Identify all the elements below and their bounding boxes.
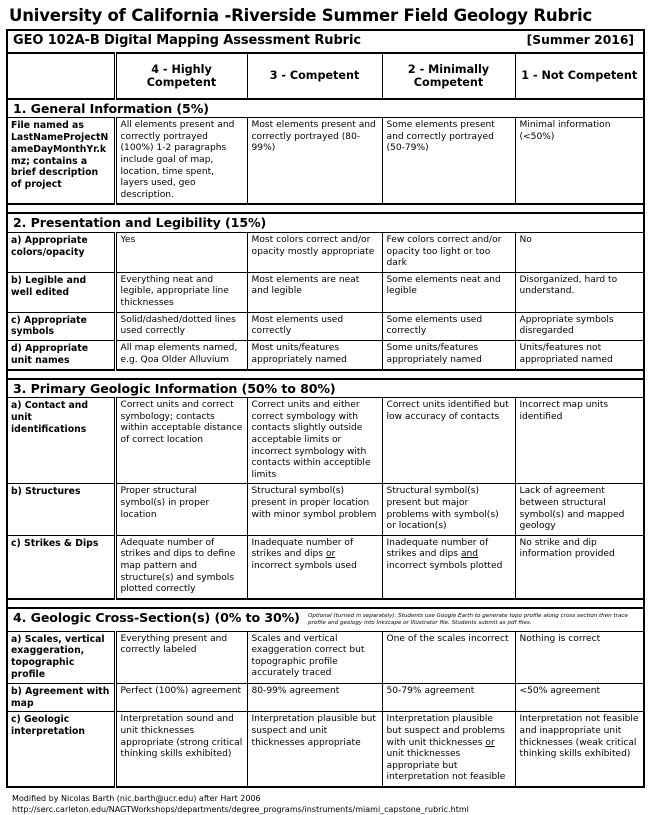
section-spacer [7,599,644,608]
criterion-level-1-cell: Units/features not appropriated named [515,341,644,370]
criterion-level-4-cell: All elements present and correctly portrayed (100%) 1-2 paragraphs include goal of map, location, time spent, layers used, geo description. [115,118,247,205]
criterion-level-4-cell: All map elements named, e.g. Qoa Older Alluvium [115,341,247,370]
course-meta-row [7,30,644,53]
criterion-label: File named as LastNameProjectNameDayMonthYr.kmz; contains a brief description of project [7,118,115,205]
section-header-cell [7,608,644,631]
criterion-level-2-cell: One of the scales incorrect [382,631,515,683]
section-header-row [7,379,644,398]
criterion-level-2-cell: Structural symbol(s) present but major problems with symbol(s) or location(s) [382,484,515,535]
section-header-cell [7,379,644,398]
criterion-level-1-cell: Interpretation not feasible and inappropriate unit thicknesses (weak critical thinking skills exhibited) [515,712,644,787]
criterion-label: b) Structures [7,484,115,535]
section-header-cell [7,99,644,118]
criterion-level-3-cell: 80-99% agreement [247,683,382,712]
criterion-level-4-cell: Solid/dashed/dotted lines used correctly [115,312,247,341]
criterion-level-4-cell: Perfect (100%) agreement [115,683,247,712]
table-row [7,683,644,712]
rubric-body [7,30,644,787]
criterion-level-1-cell: Minimal information (<50%) [515,118,644,205]
section-title: 4. Geologic Cross-Section(s) (0% to 30%) [13,609,300,625]
criterion-label: a) Contact and unit identifications [7,398,115,484]
criterion-level-3-cell: Most elements used correctly [247,312,382,341]
criterion-label: a) Appropriate colors/opacity [7,232,115,272]
criterion-level-3-cell: Most elements present and correctly portrayed (80-99%) [247,118,382,205]
criterion-label: d) Appropriate unit names [7,341,115,370]
page-title: University of California -Riverside Summer Field Geology Rubric [9,6,593,25]
criterion-level-2-cell: Inadequate number of strikes and dips and incorrect symbols plotted [382,535,515,598]
table-row [7,312,644,341]
criterion-level-2-cell: 50-79% agreement [382,683,515,712]
section-header-row [7,99,644,118]
competency-header-row [7,53,644,99]
level-header-2: 2 - Minimally Competent [382,53,515,99]
criterion-level-3-cell: Scales and vertical exaggeration correct but topographic profile accurately traced [247,631,382,683]
criterion-level-1-cell: Appropriate symbols disregarded [515,312,644,341]
footer [12,793,644,815]
table-row [7,118,644,205]
criterion-level-1-cell: <50% agreement [515,683,644,712]
criterion-level-2-cell: Correct units identified but low accuracy of contacts [382,398,515,484]
section-title: 2. Presentation and Legibility (15%) [13,215,267,231]
criterion-level-3-cell: Most units/features appropriately named [247,341,382,370]
rubric-table [6,29,645,788]
table-row [7,272,644,312]
level-header-3: 3 - Competent [247,53,382,99]
criterion-label: b) Legible and well edited [7,272,115,312]
criterion-level-4-cell: Everything neat and legible, appropriate line thicknesses [115,272,247,312]
section-header-cell [7,213,644,232]
criterion-level-4-cell: Adequate number of strikes and dips to define map pattern and structure(s) and symbols plotted correctly [115,535,247,598]
section-title: 3. Primary Geologic Information (50% to 80%) [13,380,336,396]
course-meta-cell [7,30,644,53]
table-row [7,631,644,683]
table-row [7,484,644,535]
criterion-level-3-cell: Most elements are neat and legible [247,272,382,312]
criterion-label: c) Strikes & Dips [7,535,115,598]
criterion-level-3-cell: Most colors correct and/or opacity mostly appropriate [247,232,382,272]
criterion-level-1-cell: No strike and dip information provided [515,535,644,598]
course-title: GEO 102A-B Digital Mapping Assessment Rubric [13,33,361,48]
levels-corner-cell [7,53,115,99]
section-spacer-cell [7,599,644,608]
footer-source-url: http://serc.carleton.edu/NAGTWorkshops/departments/degree_programs/instruments/miami_capstone_rubric.html [12,804,469,814]
footer-attribution: Modified by Nicolas Barth (nic.barth@ucr.edu) after Hart 2006 [12,793,261,803]
section-title: 1. General Information (5%) [13,100,209,116]
criterion-level-3-cell: Correct units and either correct symbology with contacts slightly outside acceptable limits or incorrect symbology with contacts within acceptible limits [247,398,382,484]
criterion-level-1-cell: Disorganized, hard to understand. [515,272,644,312]
criterion-level-2-cell: Some units/features appropriately named [382,341,515,370]
criterion-level-3-cell: Interpretation plausible but suspect and unit thicknesses appropriate [247,712,382,787]
criterion-label: c) Geologic interpretation [7,712,115,787]
criterion-label: b) Agreement with map [7,683,115,712]
criterion-label: c) Appropriate symbols [7,312,115,341]
level-header-1: 1 - Not Competent [515,53,644,99]
table-row [7,398,644,484]
criterion-level-4-cell: Yes [115,232,247,272]
section-spacer-cell [7,204,644,213]
criterion-level-3-cell: Inadequate number of strikes and dips or incorrect symbols used [247,535,382,598]
section-spacer-cell [7,370,644,379]
criterion-level-4-cell: Everything present and correctly labeled [115,631,247,683]
criterion-level-1-cell: Incorrect map units identified [515,398,644,484]
criterion-level-1-cell: No [515,232,644,272]
section-spacer [7,370,644,379]
section-note: Optional (turned in separately). Students use Google Earth to generate topo profile along cross section then trace profile and geology into Inkscape or Illustrator file. Students submit as pdf files. [308,612,628,627]
criterion-level-1-cell: Nothing is correct [515,631,644,683]
term-label: [Summer 2016] [526,33,634,47]
criterion-level-2-cell: Interpretation plausible but suspect and problems with unit thicknesses or unit thicknesses appropriate but interpretation not feasible [382,712,515,787]
criterion-level-2-cell: Few colors correct and/or opacity too light or too dark [382,232,515,272]
level-header-4: 4 - Highly Competent [115,53,247,99]
table-row [7,341,644,370]
criterion-level-2-cell: Some elements present and correctly portrayed (50-79%) [382,118,515,205]
table-row [7,232,644,272]
criterion-level-4-cell: Correct units and correct symbology; contacts within acceptable distance of correct location [115,398,247,484]
criterion-level-4-cell: Interpretation sound and unit thicknesses appropriate (strong critical thinking skills exhibited) [115,712,247,787]
criterion-level-2-cell: Some elements neat and legible [382,272,515,312]
criterion-level-4-cell: Proper structural symbol(s) in proper location [115,484,247,535]
criterion-level-1-cell: Lack of agreement between structural symbol(s) and mapped geology [515,484,644,535]
criterion-label: a) Scales, vertical exaggeration, topographic profile [7,631,115,683]
criterion-level-3-cell: Structural symbol(s) present in proper location with minor symbol problem [247,484,382,535]
section-header-row [7,608,644,631]
criterion-level-2-cell: Some elements used correctly [382,312,515,341]
section-header-row [7,213,644,232]
table-row [7,712,644,787]
section-spacer [7,204,644,213]
table-row [7,535,644,598]
